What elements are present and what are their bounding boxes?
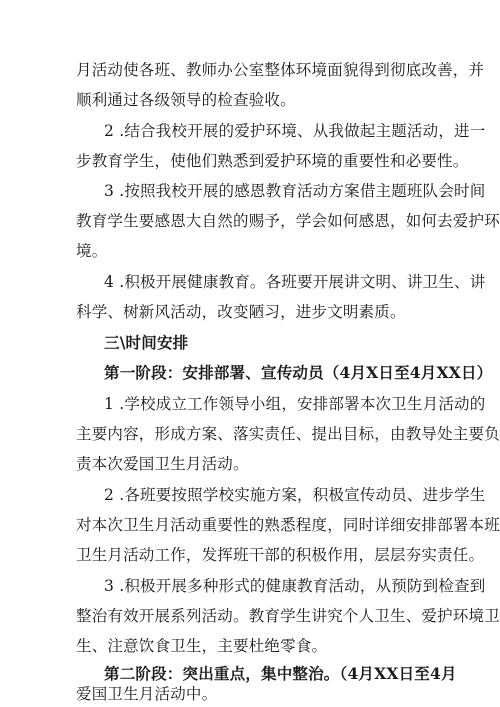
paragraph-line-19: 整治有效开展系列活动。教育学生讲究个人卫生、爱护环境卫	[76, 607, 500, 625]
paragraph-line-5: 3 .按照我校开展的感恩教育活动方案借主题班队会时间	[104, 182, 486, 200]
paragraph-line-2: 顺利通过各级领导的检查验收。	[76, 91, 296, 109]
paragraph-line-7: 境。	[76, 242, 108, 260]
paragraph-line-17: 卫生月活动工作，发挥班干部的积极作用，层层夯实责任。	[76, 546, 485, 564]
phase-one-heading: 第一阶段：安排部署、宣传动员（4月X日至4月XX日）	[104, 363, 493, 382]
paragraph-line-12: 1 .学校成立工作领导小组，安排部署本次卫生月活动的	[104, 395, 486, 413]
paragraph-line-3: 2 .结合我校开展的爱护环境、从我做起主题活动，进一	[104, 122, 486, 140]
paragraph-line-4: 步教育学生，使他们熟悉到爱护环境的重要性和必要性。	[76, 152, 469, 170]
paragraph-line-1: 月活动使各班、教师办公室整体环境面貌得到彻底改善，并	[76, 61, 485, 79]
paragraph-line-16: 对本次卫生月活动重要性的熟悉程度，同时详细安排部署本班	[76, 516, 500, 534]
phase-two-heading: 第二阶段：突出重点，集中整治。（4月XX日至4月	[104, 664, 457, 683]
section-heading: 三\时间安排	[104, 333, 189, 352]
paragraph-line-20: 生、注意饮食卫生，主要杜绝零食。	[76, 637, 328, 655]
paragraph-line-13: 主要内容，形成方案、落实责任、提出目标，由教导处主要负	[76, 425, 500, 443]
paragraph-line-9: 科学、树新风活动，改变陋习，进步文明素质。	[76, 303, 406, 321]
paragraph-line-6: 教育学生要感恩大自然的赐予，学会如何感恩，如何去爱护环	[76, 212, 500, 230]
paragraph-line-14: 责本次爱国卫生月活动。	[76, 455, 249, 473]
paragraph-line-22: 爱国卫生月活动中。	[76, 685, 218, 703]
paragraph-line-15: 2 .各班要按照学校实施方案，积极宣传动员、进步学生	[104, 486, 486, 504]
paragraph-line-18: 3 .积极开展多种形式的健康教育活动，从预防到检查到	[104, 577, 486, 595]
paragraph-line-8: 4 .积极开展健康教育。各班要开展讲文明、讲卫生、讲	[104, 273, 486, 291]
